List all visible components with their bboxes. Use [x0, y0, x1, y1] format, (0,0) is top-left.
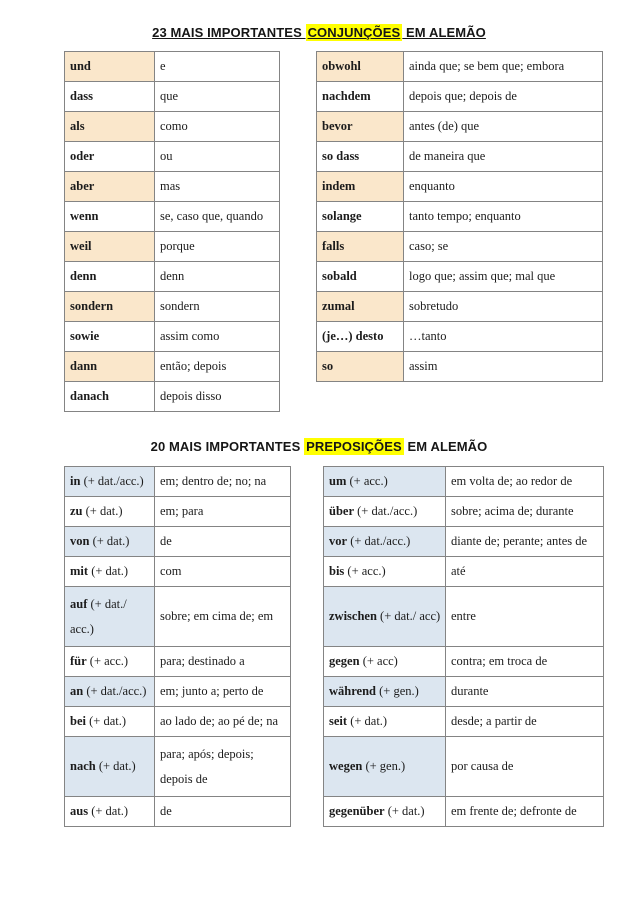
conjunctions-title-highlight: CONJUNÇÕES — [307, 25, 401, 40]
german-term-cell — [65, 202, 155, 232]
translation-cell: de — [155, 797, 291, 827]
german-term: bei — [70, 714, 86, 728]
vocab-row — [324, 587, 604, 647]
vocab-row — [317, 112, 603, 142]
german-term-cell — [65, 322, 155, 352]
vocab-row — [317, 202, 603, 232]
german-term-cell — [317, 112, 404, 142]
vocab-row — [65, 497, 291, 527]
german-term: wegen — [329, 759, 363, 773]
vocab-row — [324, 527, 604, 557]
vocab-row — [65, 202, 280, 232]
german-term-cell — [65, 382, 155, 412]
translation-cell: como — [155, 112, 280, 142]
translation-cell: logo que; assim que; mal que — [404, 262, 603, 292]
german-term-cell — [324, 737, 446, 797]
case-annotation: (+ dat./acc.) — [350, 534, 411, 548]
conjunctions-tables-row — [64, 51, 638, 412]
german-term-cell — [317, 202, 404, 232]
translation-cell: ao lado de; ao pé de; na — [155, 707, 291, 737]
german-term: sondern — [70, 299, 114, 313]
prepositions-title — [0, 439, 638, 454]
conjunctions-title — [0, 25, 638, 40]
german-term: dass — [70, 89, 93, 103]
vocab-row — [317, 262, 603, 292]
german-term: denn — [70, 269, 97, 283]
german-term-cell — [65, 677, 155, 707]
translation-cell: assim — [404, 352, 603, 382]
vocab-row — [324, 707, 604, 737]
vocab-row — [317, 52, 603, 82]
translation-cell: diante de; perante; antes de — [446, 527, 604, 557]
german-term: so dass — [322, 149, 360, 163]
case-annotation: (+ acc) — [362, 654, 398, 668]
translation-cell: porque — [155, 232, 280, 262]
vocab-row — [324, 737, 604, 797]
vocab-row — [65, 82, 280, 112]
german-term: falls — [322, 239, 345, 253]
german-term-cell — [317, 172, 404, 202]
german-term-cell — [65, 797, 155, 827]
vocab-row — [324, 797, 604, 827]
translation-cell: …tanto — [404, 322, 603, 352]
vocab-row — [65, 467, 291, 497]
german-term: vor — [329, 534, 348, 548]
translation-cell: em frente de; defronte de — [446, 797, 604, 827]
vocab-row — [317, 82, 603, 112]
vocab-row — [317, 322, 603, 352]
german-term: (je…) desto — [322, 329, 384, 343]
german-term-cell — [65, 647, 155, 677]
vocab-row — [65, 647, 291, 677]
prepositions-title-prefix: 20 MAIS IMPORTANTES — [150, 439, 305, 454]
translation-cell: sobre; em cima de; em — [155, 587, 291, 647]
translation-cell: contra; em troca de — [446, 647, 604, 677]
vocab-row — [65, 142, 280, 172]
german-term-cell — [324, 587, 446, 647]
vocab-row — [65, 262, 280, 292]
german-term: um — [329, 474, 347, 488]
vocab-row — [317, 232, 603, 262]
german-term: wenn — [70, 209, 99, 223]
translation-cell: até — [446, 557, 604, 587]
vocab-row — [65, 707, 291, 737]
vocab-row — [65, 112, 280, 142]
german-term-cell — [65, 172, 155, 202]
german-term-cell — [317, 262, 404, 292]
vocab-row — [65, 677, 291, 707]
german-term: bevor — [322, 119, 353, 133]
translation-cell: denn — [155, 262, 280, 292]
german-term: an — [70, 684, 84, 698]
german-term: dann — [70, 359, 98, 373]
translation-cell: que — [155, 82, 280, 112]
german-term-cell — [65, 497, 155, 527]
german-term: aber — [70, 179, 95, 193]
vocab-row — [317, 142, 603, 172]
case-annotation: (+ dat./acc.) — [83, 474, 144, 488]
conjunctions-title-prefix: 23 MAIS IMPORTANTES — [152, 25, 306, 40]
vocab-row — [65, 557, 291, 587]
case-annotation: (+ gen.) — [365, 759, 406, 773]
vocab-row — [317, 292, 603, 322]
german-term-cell — [65, 232, 155, 262]
prepositions-table-left — [64, 466, 291, 827]
german-term-cell — [65, 292, 155, 322]
german-term: zwischen — [329, 609, 377, 623]
german-term: obwohl — [322, 59, 361, 73]
german-term: und — [70, 59, 91, 73]
case-annotation: (+ dat./ acc) — [380, 609, 441, 623]
german-term-cell — [65, 707, 155, 737]
vocab-row — [65, 52, 280, 82]
vocab-row — [65, 232, 280, 262]
translation-cell: em; dentro de; no; na — [155, 467, 291, 497]
case-annotation: (+ acc.) — [89, 654, 129, 668]
vocab-row — [317, 352, 603, 382]
vocab-row — [65, 587, 291, 647]
german-term-cell — [324, 677, 446, 707]
translation-cell: em volta de; ao redor de — [446, 467, 604, 497]
german-term-cell — [317, 232, 404, 262]
translation-cell: enquanto — [404, 172, 603, 202]
translation-cell: em; junto a; perto de — [155, 677, 291, 707]
german-term-cell — [317, 52, 404, 82]
german-term: für — [70, 654, 87, 668]
german-term: auf — [70, 596, 88, 611]
case-annotation: (+ dat.) — [387, 804, 425, 818]
german-term-cell — [317, 322, 404, 352]
german-term: so — [322, 359, 334, 373]
german-term-cell — [65, 587, 155, 647]
german-term: solange — [322, 209, 362, 223]
prepositions-title-suffix: EM ALEMÃO — [403, 439, 488, 454]
german-term: zumal — [322, 299, 355, 313]
translation-cell: com — [155, 557, 291, 587]
german-term-cell — [65, 737, 155, 797]
translation-cell: assim como — [155, 322, 280, 352]
translation-cell: sondern — [155, 292, 280, 322]
translation-cell: antes (de) que — [404, 112, 603, 142]
vocab-row — [65, 737, 291, 797]
conjunctions-title-suffix: EM ALEMÃO — [402, 25, 486, 40]
translation-cell: entre — [446, 587, 604, 647]
german-term: nach — [70, 759, 96, 773]
german-term-cell — [65, 352, 155, 382]
german-term: oder — [70, 149, 95, 163]
case-annotation: (+ gen.) — [379, 684, 419, 698]
vocab-row — [317, 172, 603, 202]
german-term: indem — [322, 179, 356, 193]
case-annotation: (+ dat./acc.) — [357, 504, 418, 518]
german-term-cell — [317, 82, 404, 112]
translation-cell: sobretudo — [404, 292, 603, 322]
vocab-row — [324, 497, 604, 527]
german-term: über — [329, 504, 354, 518]
german-term-cell — [324, 527, 446, 557]
case-annotation: (+ acc.) — [349, 474, 388, 488]
german-term-cell — [324, 647, 446, 677]
vocab-row — [324, 467, 604, 497]
german-term-cell — [65, 557, 155, 587]
german-term-cell — [324, 557, 446, 587]
vocab-row — [65, 352, 280, 382]
translation-cell: em; para — [155, 497, 291, 527]
translation-cell: ainda que; se bem que; embora — [404, 52, 603, 82]
prepositions-table-right — [323, 466, 604, 827]
conjunctions-table-left — [64, 51, 280, 412]
german-term: bis — [329, 564, 345, 578]
case-annotation: (+ acc.) — [347, 564, 386, 578]
german-term-cell — [317, 352, 404, 382]
vocab-row — [65, 527, 291, 557]
translation-cell: tanto tempo; enquanto — [404, 202, 603, 232]
case-annotation: (+ dat.) — [92, 534, 130, 548]
vocab-row — [324, 677, 604, 707]
german-term-cell — [317, 142, 404, 172]
german-term: danach — [70, 389, 109, 403]
translation-cell: sobre; acima de; durante — [446, 497, 604, 527]
case-annotation: (+ dat.) — [350, 714, 388, 728]
case-annotation: (+ dat.) — [98, 759, 136, 773]
vocab-row — [65, 292, 280, 322]
german-term: mit — [70, 564, 89, 578]
german-term-cell — [324, 497, 446, 527]
german-term-cell — [65, 467, 155, 497]
german-term: zu — [70, 504, 83, 518]
vocab-row — [324, 557, 604, 587]
translation-cell: depois que; depois de — [404, 82, 603, 112]
translation-cell: ou — [155, 142, 280, 172]
german-term-cell — [65, 527, 155, 557]
german-term: seit — [329, 714, 348, 728]
translation-cell: por causa de — [446, 737, 604, 797]
german-term: weil — [70, 239, 92, 253]
translation-cell: se, caso que, quando — [155, 202, 280, 232]
german-term-cell — [65, 82, 155, 112]
translation-cell: de — [155, 527, 291, 557]
german-term: als — [70, 119, 85, 133]
german-term-cell — [65, 142, 155, 172]
vocab-row — [324, 647, 604, 677]
german-term: in — [70, 474, 81, 488]
case-annotation: (+ dat.) — [91, 564, 129, 578]
translation-cell: depois disso — [155, 382, 280, 412]
german-term-cell — [324, 797, 446, 827]
case-annotation: (+ dat./acc.) — [86, 684, 147, 698]
translation-cell: mas — [155, 172, 280, 202]
german-term: sowie — [70, 329, 100, 343]
translation-cell: para; destinado a — [155, 647, 291, 677]
german-term-cell — [65, 262, 155, 292]
case-annotation: (+ dat.) — [91, 804, 129, 818]
translation-cell: então; depois — [155, 352, 280, 382]
translation-cell: para; após; depois; depois de — [155, 737, 291, 797]
vocab-row — [65, 797, 291, 827]
german-term: aus — [70, 804, 89, 818]
prepositions-title-highlight: PREPOSIÇÕES — [306, 439, 402, 454]
case-annotation: (+ dat.) — [85, 504, 123, 518]
case-annotation: (+ dat./ acc.) — [70, 596, 127, 636]
german-term: gegen — [329, 654, 360, 668]
translation-cell: caso; se — [404, 232, 603, 262]
vocab-row — [65, 382, 280, 412]
german-term-cell — [65, 52, 155, 82]
vocab-row — [65, 322, 280, 352]
case-annotation: (+ dat.) — [89, 714, 127, 728]
german-term: gegenüber — [329, 804, 385, 818]
german-term: nachdem — [322, 89, 371, 103]
translation-cell: durante — [446, 677, 604, 707]
german-term: während — [329, 684, 377, 698]
german-term-cell — [324, 707, 446, 737]
german-term-cell — [324, 467, 446, 497]
german-term: von — [70, 534, 90, 548]
prepositions-tables-row — [64, 466, 638, 827]
translation-cell: de maneira que — [404, 142, 603, 172]
german-term-cell — [317, 292, 404, 322]
translation-cell: e — [155, 52, 280, 82]
german-term-cell — [65, 112, 155, 142]
conjunctions-table-right — [316, 51, 603, 382]
translation-cell: desde; a partir de — [446, 707, 604, 737]
vocab-row — [65, 172, 280, 202]
german-term: sobald — [322, 269, 357, 283]
